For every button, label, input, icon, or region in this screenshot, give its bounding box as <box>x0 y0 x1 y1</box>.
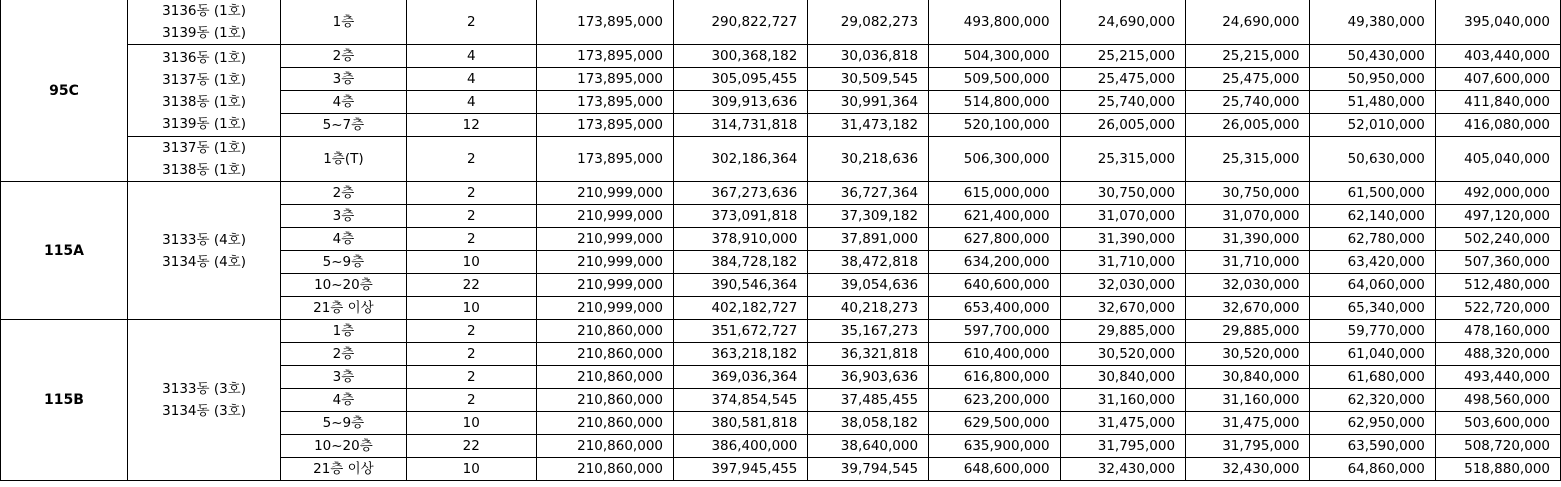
vat-cell: 31,473,182 <box>808 114 929 137</box>
building-price-cell: 309,913,636 <box>674 91 808 114</box>
unit-type-cell: 95C <box>1 0 128 182</box>
land-price-cell: 173,895,000 <box>536 137 673 182</box>
land-price-cell: 210,860,000 <box>536 320 673 343</box>
building-price-cell: 305,095,455 <box>674 68 808 91</box>
building-price-cell: 363,218,182 <box>674 343 808 366</box>
contract-2-cell: 30,840,000 <box>1186 366 1310 389</box>
contract-2-cell: 31,070,000 <box>1186 205 1310 228</box>
contract-2-cell: 30,520,000 <box>1186 343 1310 366</box>
floor-cell: 10~20층 <box>281 435 407 458</box>
table-row <box>1 45 1561 68</box>
vat-cell: 35,167,273 <box>808 320 929 343</box>
contract-2-cell: 31,795,000 <box>1186 435 1310 458</box>
contract-1-cell: 31,475,000 <box>1060 412 1185 435</box>
contract-1-cell: 31,710,000 <box>1060 251 1185 274</box>
building-price-cell: 367,273,636 <box>674 182 808 205</box>
units-cell: 10 <box>406 458 536 481</box>
floor-cell: 2층 <box>281 343 407 366</box>
units-cell: 2 <box>406 343 536 366</box>
contract-1-cell: 31,160,000 <box>1060 389 1185 412</box>
middle-payment-cell: 62,140,000 <box>1310 205 1435 228</box>
total-price-cell: 623,200,000 <box>929 389 1061 412</box>
land-price-cell: 210,860,000 <box>536 343 673 366</box>
building-dong-cell <box>127 0 280 45</box>
building-price-cell: 314,731,818 <box>674 114 808 137</box>
floor-cell: 5~9층 <box>281 412 407 435</box>
building-price-cell: 380,581,818 <box>674 412 808 435</box>
building-price-cell: 402,182,727 <box>674 297 808 320</box>
vat-cell: 37,485,455 <box>808 389 929 412</box>
land-price-cell: 173,895,000 <box>536 91 673 114</box>
building-price-cell: 302,186,364 <box>674 137 808 182</box>
contract-2-cell: 32,670,000 <box>1186 297 1310 320</box>
floor-cell: 2층 <box>281 182 407 205</box>
middle-payment-cell: 49,380,000 <box>1310 0 1435 45</box>
balance-cell: 508,720,000 <box>1435 435 1560 458</box>
balance-cell: 497,120,000 <box>1435 205 1560 228</box>
building-dong-cell <box>127 182 280 320</box>
floor-cell: 21층 이상 <box>281 458 407 481</box>
contract-2-cell: 24,690,000 <box>1186 0 1310 45</box>
vat-cell: 30,509,545 <box>808 68 929 91</box>
middle-payment-cell: 51,480,000 <box>1310 91 1435 114</box>
contract-2-cell: 25,215,000 <box>1186 45 1310 68</box>
floor-cell: 5~9층 <box>281 251 407 274</box>
contract-1-cell: 25,475,000 <box>1060 68 1185 91</box>
contract-2-cell: 29,885,000 <box>1186 320 1310 343</box>
total-price-cell: 615,000,000 <box>929 182 1061 205</box>
total-price-cell: 597,700,000 <box>929 320 1061 343</box>
land-price-cell: 210,999,000 <box>536 297 673 320</box>
middle-payment-cell: 50,950,000 <box>1310 68 1435 91</box>
balance-cell: 518,880,000 <box>1435 458 1560 481</box>
contract-2-cell: 31,710,000 <box>1186 251 1310 274</box>
floor-cell: 1층 <box>281 0 407 45</box>
units-cell: 2 <box>406 366 536 389</box>
contract-2-cell: 31,390,000 <box>1186 228 1310 251</box>
building-dong-label: 3136동 (1호) <box>162 49 246 66</box>
building-dong-label: 3134동 (4호) <box>162 253 246 270</box>
middle-payment-cell: 52,010,000 <box>1310 114 1435 137</box>
floor-cell: 4층 <box>281 389 407 412</box>
building-dong-cell <box>127 320 280 481</box>
contract-1-cell: 30,840,000 <box>1060 366 1185 389</box>
building-dong-label: 3138동 (1호) <box>162 93 246 110</box>
building-dong-label: 3136동 (1호) <box>162 3 246 19</box>
balance-cell: 395,040,000 <box>1435 0 1560 45</box>
total-price-cell: 504,300,000 <box>929 45 1061 68</box>
balance-cell: 502,240,000 <box>1435 228 1560 251</box>
units-cell: 4 <box>406 45 536 68</box>
building-dong-label: 3137동 (1호) <box>162 140 246 156</box>
building-price-cell: 369,036,364 <box>674 366 808 389</box>
land-price-cell: 173,895,000 <box>536 45 673 68</box>
total-price-cell: 616,800,000 <box>929 366 1061 389</box>
floor-cell: 10~20층 <box>281 274 407 297</box>
total-price-cell: 509,500,000 <box>929 68 1061 91</box>
contract-1-cell: 31,390,000 <box>1060 228 1185 251</box>
contract-2-cell: 26,005,000 <box>1186 114 1310 137</box>
contract-1-cell: 25,315,000 <box>1060 137 1185 182</box>
vat-cell: 38,058,182 <box>808 412 929 435</box>
vat-cell: 29,082,273 <box>808 0 929 45</box>
units-cell: 2 <box>406 205 536 228</box>
land-price-cell: 210,860,000 <box>536 412 673 435</box>
contract-2-cell: 32,030,000 <box>1186 274 1310 297</box>
vat-cell: 39,794,545 <box>808 458 929 481</box>
building-dong-cell <box>127 45 280 137</box>
total-price-cell: 493,800,000 <box>929 0 1061 45</box>
units-cell: 2 <box>406 320 536 343</box>
total-price-cell: 621,400,000 <box>929 205 1061 228</box>
land-price-cell: 210,999,000 <box>536 274 673 297</box>
vat-cell: 39,054,636 <box>808 274 929 297</box>
contract-1-cell: 32,430,000 <box>1060 458 1185 481</box>
table-row <box>1 0 1561 45</box>
balance-cell: 493,440,000 <box>1435 366 1560 389</box>
table-row <box>1 182 1561 205</box>
vat-cell: 36,321,818 <box>808 343 929 366</box>
unit-type-cell: 115A <box>1 182 128 320</box>
floor-cell: 1층 <box>281 320 407 343</box>
contract-1-cell: 31,070,000 <box>1060 205 1185 228</box>
units-cell: 4 <box>406 91 536 114</box>
building-dong-label: 3134동 (3호) <box>162 403 246 419</box>
middle-payment-cell: 50,430,000 <box>1310 45 1435 68</box>
floor-cell: 3층 <box>281 205 407 228</box>
units-cell: 2 <box>406 137 536 182</box>
balance-cell: 512,480,000 <box>1435 274 1560 297</box>
contract-2-cell: 32,430,000 <box>1186 458 1310 481</box>
units-cell: 2 <box>406 389 536 412</box>
contract-2-cell: 25,315,000 <box>1186 137 1310 182</box>
total-price-cell: 629,500,000 <box>929 412 1061 435</box>
balance-cell: 478,160,000 <box>1435 320 1560 343</box>
building-price-cell: 378,910,000 <box>674 228 808 251</box>
middle-payment-cell: 64,860,000 <box>1310 458 1435 481</box>
balance-cell: 498,560,000 <box>1435 389 1560 412</box>
vat-cell: 38,472,818 <box>808 251 929 274</box>
total-price-cell: 520,100,000 <box>929 114 1061 137</box>
total-price-cell: 635,900,000 <box>929 435 1061 458</box>
building-price-cell: 290,822,727 <box>674 0 808 45</box>
vat-cell: 38,640,000 <box>808 435 929 458</box>
balance-cell: 488,320,000 <box>1435 343 1560 366</box>
balance-cell: 403,440,000 <box>1435 45 1560 68</box>
units-cell: 2 <box>406 0 536 45</box>
units-cell: 2 <box>406 228 536 251</box>
land-price-cell: 210,999,000 <box>536 205 673 228</box>
total-price-cell: 627,800,000 <box>929 228 1061 251</box>
building-price-cell: 397,945,455 <box>674 458 808 481</box>
middle-payment-cell: 62,950,000 <box>1310 412 1435 435</box>
middle-payment-cell: 63,420,000 <box>1310 251 1435 274</box>
balance-cell: 416,080,000 <box>1435 114 1560 137</box>
units-cell: 10 <box>406 412 536 435</box>
balance-cell: 411,840,000 <box>1435 91 1560 114</box>
vat-cell: 40,218,273 <box>808 297 929 320</box>
vat-cell: 30,218,636 <box>808 137 929 182</box>
contract-2-cell: 31,475,000 <box>1186 412 1310 435</box>
middle-payment-cell: 61,040,000 <box>1310 343 1435 366</box>
building-price-cell: 373,091,818 <box>674 205 808 228</box>
units-cell: 22 <box>406 274 536 297</box>
balance-cell: 503,600,000 <box>1435 412 1560 435</box>
building-dong-label: 3137동 (1호) <box>162 71 246 88</box>
floor-cell: 4층 <box>281 91 407 114</box>
contract-2-cell: 25,740,000 <box>1186 91 1310 114</box>
building-price-cell: 384,728,182 <box>674 251 808 274</box>
vat-cell: 36,903,636 <box>808 366 929 389</box>
building-dong-label: 3133동 (3호) <box>162 381 246 397</box>
total-price-cell: 610,400,000 <box>929 343 1061 366</box>
middle-payment-cell: 50,630,000 <box>1310 137 1435 182</box>
contract-1-cell: 25,215,000 <box>1060 45 1185 68</box>
floor-cell: 3층 <box>281 68 407 91</box>
middle-payment-cell: 62,780,000 <box>1310 228 1435 251</box>
land-price-cell: 173,895,000 <box>536 68 673 91</box>
total-price-cell: 648,600,000 <box>929 458 1061 481</box>
units-cell: 10 <box>406 251 536 274</box>
total-price-cell: 514,800,000 <box>929 91 1061 114</box>
floor-cell: 21층 이상 <box>281 297 407 320</box>
building-dong-label: 3139동 (1호) <box>162 25 246 41</box>
building-price-cell: 351,672,727 <box>674 320 808 343</box>
contract-1-cell: 32,670,000 <box>1060 297 1185 320</box>
land-price-cell: 210,860,000 <box>536 389 673 412</box>
balance-cell: 492,000,000 <box>1435 182 1560 205</box>
balance-cell: 407,600,000 <box>1435 68 1560 91</box>
balance-cell: 405,040,000 <box>1435 137 1560 182</box>
building-dong-label: 3139동 (1호) <box>162 115 246 132</box>
land-price-cell: 210,999,000 <box>536 182 673 205</box>
middle-payment-cell: 65,340,000 <box>1310 297 1435 320</box>
building-dong-label: 3133동 (4호) <box>162 231 246 248</box>
land-price-cell: 173,895,000 <box>536 0 673 45</box>
building-price-cell: 300,368,182 <box>674 45 808 68</box>
units-cell: 2 <box>406 182 536 205</box>
land-price-cell: 173,895,000 <box>536 114 673 137</box>
middle-payment-cell: 59,770,000 <box>1310 320 1435 343</box>
middle-payment-cell: 61,500,000 <box>1310 182 1435 205</box>
middle-payment-cell: 64,060,000 <box>1310 274 1435 297</box>
vat-cell: 37,891,000 <box>808 228 929 251</box>
price-table-body <box>1 0 1561 481</box>
contract-1-cell: 24,690,000 <box>1060 0 1185 45</box>
contract-1-cell: 29,885,000 <box>1060 320 1185 343</box>
vat-cell: 30,036,818 <box>808 45 929 68</box>
land-price-cell: 210,999,000 <box>536 251 673 274</box>
total-price-cell: 640,600,000 <box>929 274 1061 297</box>
balance-cell: 522,720,000 <box>1435 297 1560 320</box>
floor-cell: 3층 <box>281 366 407 389</box>
middle-payment-cell: 63,590,000 <box>1310 435 1435 458</box>
units-cell: 22 <box>406 435 536 458</box>
contract-2-cell: 31,160,000 <box>1186 389 1310 412</box>
contract-2-cell: 30,750,000 <box>1186 182 1310 205</box>
units-cell: 10 <box>406 297 536 320</box>
units-cell: 12 <box>406 114 536 137</box>
floor-cell: 2층 <box>281 45 407 68</box>
contract-2-cell: 25,475,000 <box>1186 68 1310 91</box>
land-price-cell: 210,999,000 <box>536 228 673 251</box>
building-price-cell: 386,400,000 <box>674 435 808 458</box>
building-price-cell: 374,854,545 <box>674 389 808 412</box>
building-dong-cell <box>127 137 280 182</box>
contract-1-cell: 32,030,000 <box>1060 274 1185 297</box>
units-cell: 4 <box>406 68 536 91</box>
middle-payment-cell: 62,320,000 <box>1310 389 1435 412</box>
contract-1-cell: 26,005,000 <box>1060 114 1185 137</box>
total-price-cell: 634,200,000 <box>929 251 1061 274</box>
balance-cell: 507,360,000 <box>1435 251 1560 274</box>
floor-cell: 1층(T) <box>281 137 407 182</box>
total-price-cell: 653,400,000 <box>929 297 1061 320</box>
table-row <box>1 320 1561 343</box>
building-dong-label: 3138동 (1호) <box>162 162 246 178</box>
floor-cell: 5~7층 <box>281 114 407 137</box>
land-price-cell: 210,860,000 <box>536 435 673 458</box>
vat-cell: 30,991,364 <box>808 91 929 114</box>
contract-1-cell: 25,740,000 <box>1060 91 1185 114</box>
land-price-cell: 210,860,000 <box>536 366 673 389</box>
vat-cell: 37,309,182 <box>808 205 929 228</box>
vat-cell: 36,727,364 <box>808 182 929 205</box>
unit-type-cell: 115B <box>1 320 128 481</box>
table-row <box>1 137 1561 182</box>
building-price-cell: 390,546,364 <box>674 274 808 297</box>
floor-cell: 4층 <box>281 228 407 251</box>
land-price-cell: 210,860,000 <box>536 458 673 481</box>
middle-payment-cell: 61,680,000 <box>1310 366 1435 389</box>
contract-1-cell: 31,795,000 <box>1060 435 1185 458</box>
total-price-cell: 506,300,000 <box>929 137 1061 182</box>
contract-1-cell: 30,520,000 <box>1060 343 1185 366</box>
contract-1-cell: 30,750,000 <box>1060 182 1185 205</box>
